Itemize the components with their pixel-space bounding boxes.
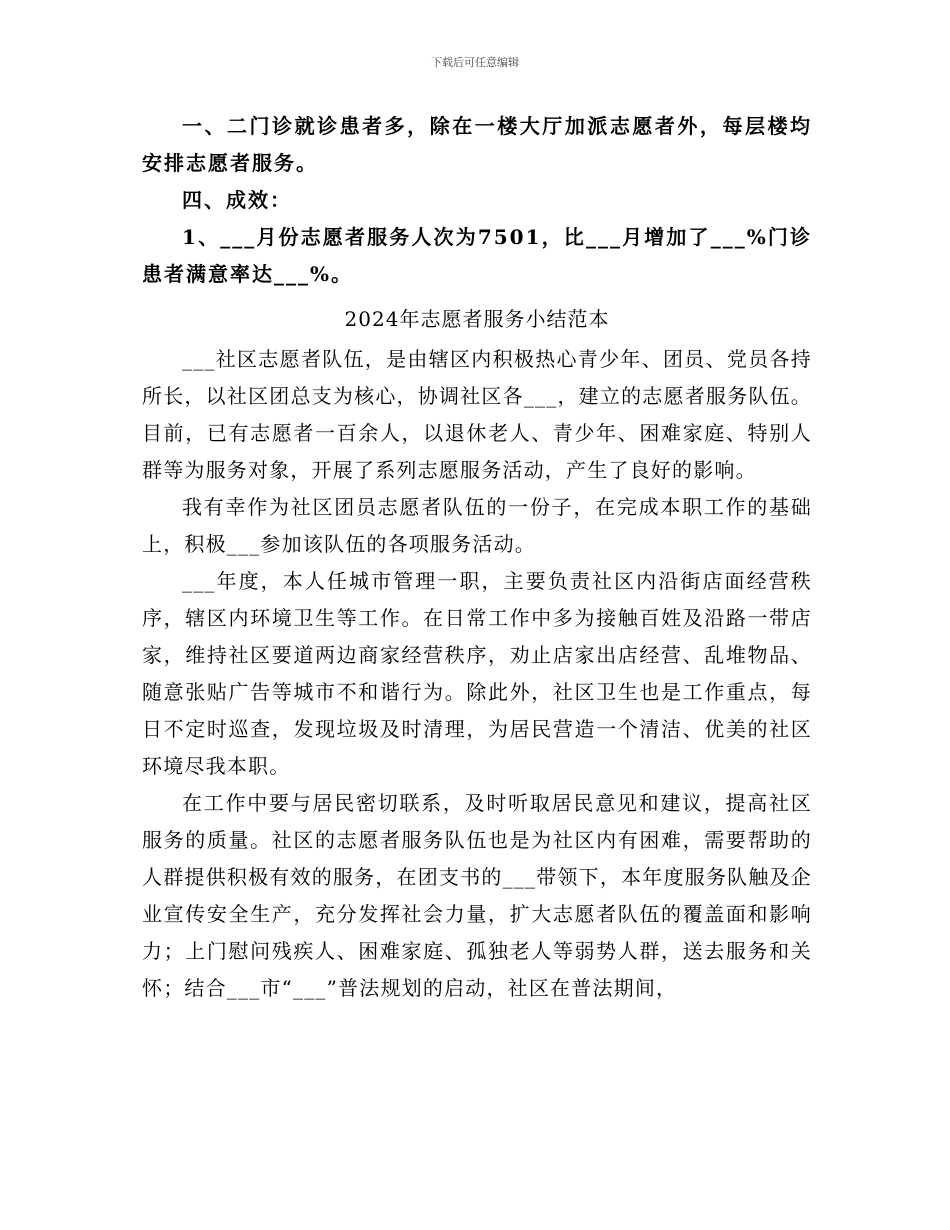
page-header: 下载后可任意编辑 xyxy=(431,56,519,69)
paragraph-team-intro: ___社区志愿者队伍，是由辖区内积极热心青少年、团员、党员各持所长，以社区团总支为核心，协调社区各___，建立的志愿者服务队伍。目前，已有志愿者一百余人，以退休老人、青少年、困难家庭、特别人群等为服务对象，开展了系列志愿服务活动，产生了良好的影响。 xyxy=(142,347,812,482)
paragraph-service-work: 在工作中要与居民密切联系，及时听取居民意见和建议，提高社区服务的质量。社区的志愿者服务队伍也是为社区内有困难，需要帮助的人群提供积极有效的服务，在团支书的___带领下，本年度服务队触及企业宣传安全生产，充分发挥社会力量，扩大志愿者队伍的覆盖面和影响力；上门慰问残疾人、困难家庭、孤独老人等弱势人群，送去服务和关怀；结合___市“___”普法规划的启动，社区在普法期间， xyxy=(142,791,812,1000)
document-body xyxy=(142,108,812,1007)
document-title: 2024年志愿者服务小结范本 xyxy=(344,307,610,331)
paragraph-outpatient-volunteers: 一、二门诊就诊患者多，除在一楼大厅加派志愿者外，每层楼均安排志愿者服务。 xyxy=(142,114,812,175)
paragraph-results-stats: 1、___月份志愿者服务人次为7501，比___月增加了___%门诊患者满意率达___%。 xyxy=(142,225,812,286)
heading-results: 四、成效： xyxy=(182,188,292,212)
paragraph-city-management: ___年度，本人任城市管理一职，主要负责社区内沿街店面经营秩序，辖区内环境卫生等工作。在日常工作中多为接触百姓及沿路一带店家，维持社区要道两边商家经营秩序，劝止店家出店经营、乱堆物品、随意张贴广告等城市不和谐行为。除此外，社区卫生也是工作重点，每日不定时巡查，发现垃圾及时清理，为居民营造一个清洁、优美的社区环境尽我本职。 xyxy=(142,569,812,778)
paragraph-personal-participation: 我有幸作为社区团员志愿者队伍的一份子，在完成本职工作的基础上，积极___参加该队伍的各项服务活动。 xyxy=(142,495,812,556)
